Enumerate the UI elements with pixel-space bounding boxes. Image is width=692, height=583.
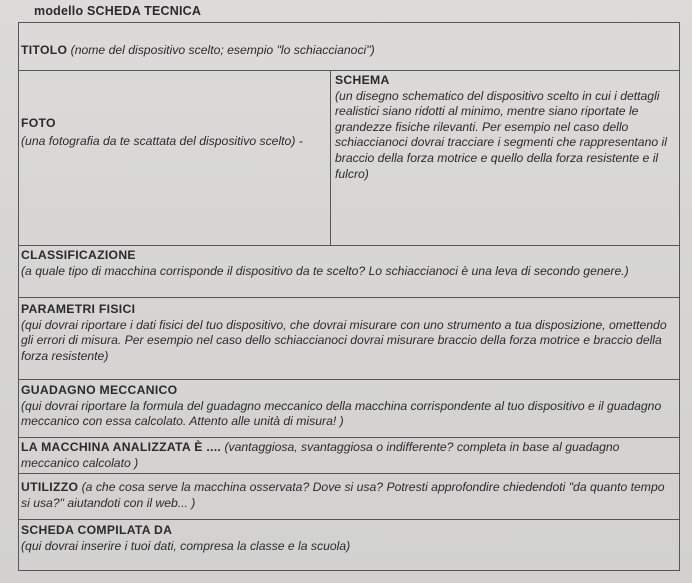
utilizzo-label: UTILIZZO: [21, 480, 79, 494]
row-guadagno-meccanico: [19, 380, 679, 438]
titolo-text: (nome del dispositivo scelto; esempio "lo schiaccianoci"): [67, 43, 375, 57]
column-divider: [330, 71, 331, 245]
schema-cell: [335, 73, 675, 182]
schema-text: (un disegno schematico del dispositivo scelto in cui i dettagli realistici siano ridotti al minimo, mentre siano riportate le grandezze fisiche rilevanti. Per esempio nel caso dello schiaccianoci dovrai tracciare i segmenti che rappresentano il braccio della forza motrice e quello della forza resistente e il fulcro): [335, 88, 667, 181]
compilata-label: SCHEDA COMPILATA DA: [21, 523, 173, 537]
row-scheda-compilata: [19, 520, 679, 571]
foto-label: FOTO: [21, 116, 56, 130]
analizzata-label: LA MACCHINA ANALIZZATA È ....: [21, 440, 222, 454]
titolo-label: TITOLO: [21, 43, 68, 57]
parametri-text: (qui dovrai riportare i dati fisici del tuo dispositivo, che dovrai misurare con uno strumento a tua disposizione, omettendo gli errori di misura. Per esempio nel caso dello schiaccianoci dovrai misurare braccio della forza motrice e braccio della forza resistente): [21, 317, 667, 363]
row-macchina-analizzata: [19, 438, 679, 474]
guadagno-label: GUADAGNO MECCANICO: [21, 383, 178, 397]
foto-text: (una fotografia da te scattata del dispositivo scelto) -: [21, 133, 303, 148]
classificazione-text: (a quale tipo di macchina corrisponde il dispositivo da te scelto? Lo schiaccianoci è una leva di secondo genere.): [21, 263, 629, 278]
schema-label: SCHEMA: [335, 73, 390, 87]
technical-sheet-table: [18, 22, 680, 571]
row-foto-schema: [19, 71, 679, 246]
page-title: modello SCHEDA TECNICA: [34, 4, 202, 18]
row-classificazione: [19, 246, 679, 298]
guadagno-text: (qui dovrai riportare la formula del guadagno meccanico della macchina corrispondente al tuo dispositivo e il guadagno meccanico con essa calcolato. Attento alle unità di misura! ): [21, 398, 662, 429]
foto-cell: [21, 116, 321, 149]
utilizzo-text: (a che cosa serve la macchina osservata? Dove si usa? Potresti approfondire chiedendoti "da quanto tempo si usa?" aiutandoti con il web... ): [21, 480, 665, 510]
parametri-label: PARAMETRI FISICI: [21, 302, 136, 316]
classificazione-label: CLASSIFICAZIONE: [21, 248, 136, 262]
row-parametri-fisici: [19, 298, 679, 380]
row-titolo: [19, 23, 679, 71]
analizzata-text: (vantaggiosa, svantaggiosa o indifferente? completa in base al guadagno meccanico calcolato ): [21, 440, 620, 470]
compilata-text: (qui dovrai inserire i tuoi dati, compresa la classe e la scuola): [21, 538, 351, 553]
row-utilizzo: [19, 474, 679, 520]
